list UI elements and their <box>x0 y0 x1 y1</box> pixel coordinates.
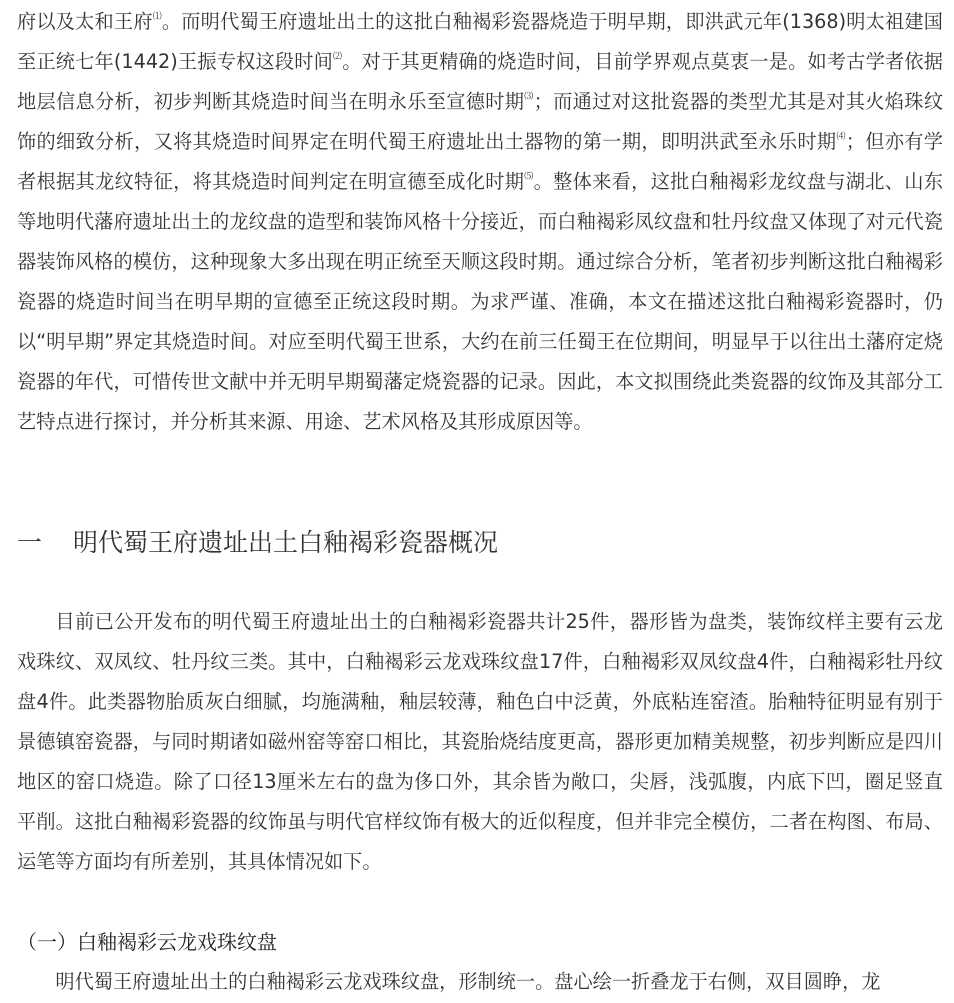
subsection-paragraph: 明代蜀王府遗址出土的白釉褐彩云龙戏珠纹盘，形制统一。盘心绘一折叠龙于右侧，双目圆睁，龙 <box>55 970 881 993</box>
intro-text-2: 。而明代蜀王府遗址出土的这批白釉褐彩瓷器烧造于明早期，即洪武元年(1368)明太祖建国至正统七年(1442)王振专权这段时间 <box>17 10 943 73</box>
footnote-ref-5[interactable]: ⑸ <box>524 172 534 182</box>
section-heading <box>17 520 498 566</box>
footnote-ref-2[interactable]: ⑵ <box>333 52 343 62</box>
footnote-ref-1[interactable]: ⑴ <box>152 12 162 22</box>
section-number: 一 <box>17 528 43 557</box>
footnote-ref-3[interactable]: ⑶ <box>524 92 534 102</box>
intro-text-4: ；而通过对这批瓷器的类型尤其是对其火焰珠纹饰的细致分析，又将其烧造时间界定在明代蜀王府遗址出土器物的第一期，即明洪武至永乐时期 <box>17 90 944 153</box>
section-title: 明代蜀王府遗址出土白釉褐彩瓷器概况 <box>73 528 499 557</box>
intro-text-5: ；但亦有学者根据其龙纹特征，将其烧造时间判定在明宣德至成化时期 <box>17 130 943 193</box>
intro-text-3: 。对于其更精确的烧造时间，目前学界观点莫衷一是。如考古学者依据地层信息分析，初步判断其烧造时间当在明永乐至宣德时期 <box>17 50 943 113</box>
intro-paragraph <box>17 2 943 442</box>
section-paragraph: 目前已公开发布的明代蜀王府遗址出土的白釉褐彩瓷器共计25件，器形皆为盘类，装饰纹样主要有云龙戏珠纹、双凤纹、牡丹纹三类。其中，白釉褐彩云龙戏珠纹盘17件，白釉褐彩双凤纹盘4件，白釉褐彩牡丹纹盘4件。此类器物胎质灰白细腻，均施满釉，釉层较薄，釉色白中泛黄，外底粘连窑渣。胎釉特征明显有别于景德镇窑瓷器，与同时期诸如磁州窑等窑口相比，其瓷胎烧结度更高，器形更加精美规整，初步判断应是四川地区的窑口烧造。除了口径13厘米左右的盘为侈口外，其余皆为敞口，尖唇，浅弧腹，内底下凹，圈足竖直平削。这批白釉褐彩瓷器的纹饰虽与明代官样纹饰有极大的近似程度，但并非完全模仿，二者在构图、布局、运笔等方面均有所差别，其具体情况如下。 <box>17 610 943 873</box>
intro-text-6: 。整体来看，这批白釉褐彩龙纹盘与湖北、山东等地明代藩府遗址出土的龙纹盘的造型和装饰风格十分接近，而白釉褐彩凤纹盘和牡丹纹盘又体现了对元代瓷器装饰风格的模仿，这种现象大多出现在明正统至天顺这段时期。通过综合分析，笔者初步判断这批白釉褐彩瓷器的烧造时间当在明早期的宣德至正统这段时期。为求严谨、准确，本文在描述这批白釉褐彩瓷器时，仍以“明早期”界定其烧造时间。对应至明代蜀王世系，大约在前三任蜀王在位期间，明显早于以往出土藩府定烧瓷器的年代，可惜传世文献中并无明早期蜀藩定烧瓷器的记录。因此，本文拟围绕此类瓷器的纹饰及其部分工艺特点进行探讨，并分析其来源、用途、艺术风格及其形成原因等。 <box>17 170 944 433</box>
intro-text-1: 府以及太和王府 <box>17 10 153 33</box>
footnote-ref-4[interactable]: ⑷ <box>836 132 846 142</box>
subsection-heading: （一）白釉褐彩云龙戏珠纹盘 <box>17 930 277 954</box>
